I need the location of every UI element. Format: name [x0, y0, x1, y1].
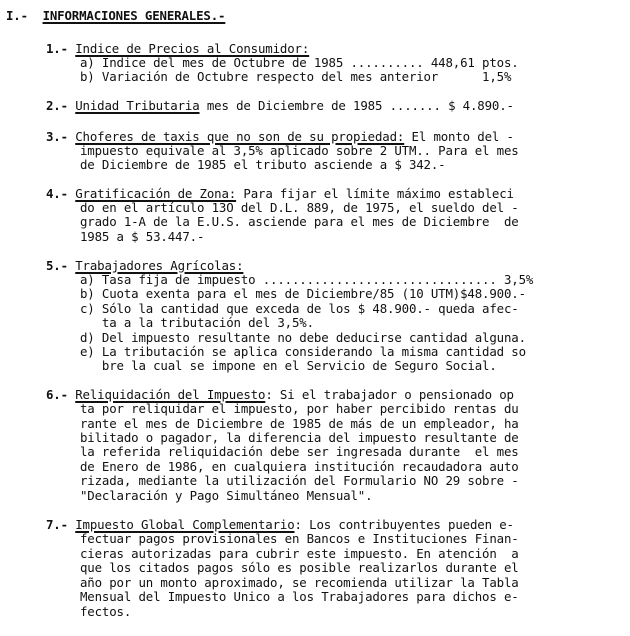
item-7-line-1: fectuar pagos provisionales en Bancos e Instituciones Finan-	[80, 531, 519, 546]
item-2-heading	[46, 98, 514, 113]
section-title: INFORMACIONES GENERALES.-	[42, 8, 226, 23]
item-7-rest: : Los contribuyentes pueden e-	[294, 517, 514, 532]
item-5-line-c: c) Sólo la cantidad que exceda de los $ 48.900.- queda afec-	[80, 301, 519, 316]
item-3-title: Choferes de taxis que no son de su propiedad:	[75, 129, 405, 144]
item-3-number: 3.-	[46, 129, 68, 144]
item-3-line-1: impuesto equivale al 3,5% aplicado sobre 2 UTM.. Para el mes	[80, 143, 519, 158]
item-5-title: Trabajadores Agrícolas:	[75, 258, 244, 273]
item-2-number: 2.-	[46, 98, 68, 113]
item-6-title: Reliquidación del Impuesto	[75, 387, 266, 402]
item-5-line-e: e) La tributación se aplica considerando la misma cantidad so	[80, 344, 526, 359]
item-6-line-1: ta por reliquidar el impuesto, por haber percibido rentas du	[80, 401, 519, 416]
item-1-line-b: b) Variación de Octubre respecto del mes anterior 1,5%	[80, 69, 512, 84]
item-6-line-3: bilitado o pagador, la diferencia del impuesto resultante de	[80, 430, 519, 445]
item-2-title: Unidad Tributaria	[75, 98, 200, 113]
item-7-title: Impuesto Global Complementario	[75, 517, 295, 532]
item-6-line-5: de Enero de 1986, en cualquiera institución recaudadora auto	[80, 459, 519, 474]
item-6-rest: : Si el trabajador o pensionado op	[265, 387, 514, 402]
item-3-rest: El monto del -	[404, 129, 514, 144]
item-7-line-3: que los citados pagos sólo es posible realizarlos durante el	[80, 560, 519, 575]
item-5-line-e-cont: bre la cual se impone en el Servicio de Seguro Social.	[80, 358, 497, 373]
item-4-line-1: do en el artículo 13O del D.L. 889, de 1975, el sueldo del -	[80, 200, 519, 215]
item-5-line-a: a) Tasa fija de impuesto ................................ 3,5%	[80, 272, 534, 287]
item-1-line-a: a) Indice del mes de Octubre de 1985 .......... 448,61 ptos.	[80, 55, 519, 70]
item-4-heading	[46, 186, 514, 201]
item-7-number: 7.-	[46, 517, 68, 532]
item-2-rest: mes de Diciembre de 1985 ....... $ 4.890.-	[199, 98, 514, 113]
item-6-line-2: rante el mes de Diciembre de 1985 de más de un empleador, ha	[80, 416, 519, 431]
item-7-line-6: fectos.	[80, 604, 132, 619]
item-4-line-2: grado 1-A de la E.U.S. asciende para el mes de Diciembre de	[80, 214, 519, 229]
item-1-title: Indice de Precios al Consumidor:	[75, 41, 310, 56]
item-5-line-b: b) Cuota exenta para el mes de Diciembre/85 (10 UTM)$48.900.-	[80, 286, 526, 301]
item-4-number: 4.-	[46, 186, 68, 201]
section-heading	[6, 8, 225, 23]
item-3-line-2: de Diciembre de 1985 el tributo asciende a $ 342.-	[80, 157, 446, 172]
item-6-line-6: rizada, mediante la utilización del Formulario NO 29 sobre -	[80, 473, 519, 488]
item-7-heading	[46, 517, 514, 532]
item-5-line-d: d) Del impuesto resultante no debe deducirse cantidad alguna.	[80, 330, 526, 345]
item-4-title: Gratificación de Zona:	[75, 186, 237, 201]
item-1-number: 1.-	[46, 41, 68, 56]
item-1-heading	[46, 41, 309, 56]
section-number: I.-	[6, 8, 28, 23]
item-3-heading	[46, 129, 514, 144]
item-5-heading	[46, 258, 243, 273]
item-5-number: 5.-	[46, 258, 68, 273]
item-7-line-2: cieras autorizadas para cubrir este impuesto. En atención a	[80, 546, 519, 561]
item-7-line-4: año por un monto aproximado, se recomienda utilizar la Tabla	[80, 575, 519, 590]
item-6-line-4: la referida reliquidación debe ser ingresada durante el mes	[80, 444, 519, 459]
item-6-line-7: "Declaración y Pago Simultáneo Mensual".	[80, 488, 373, 503]
item-4-line-3: 1985 a $ 53.447.-	[80, 229, 205, 244]
item-4-rest: Para fijar el límite máximo estableci	[236, 186, 514, 201]
item-6-number: 6.-	[46, 387, 68, 402]
item-7-line-5: Mensual del Impuesto Unico a los Trabajadores para dichos e-	[80, 589, 519, 604]
item-5-line-c-cont: ta a la tributación del 3,5%.	[80, 315, 314, 330]
item-6-heading	[46, 387, 514, 402]
